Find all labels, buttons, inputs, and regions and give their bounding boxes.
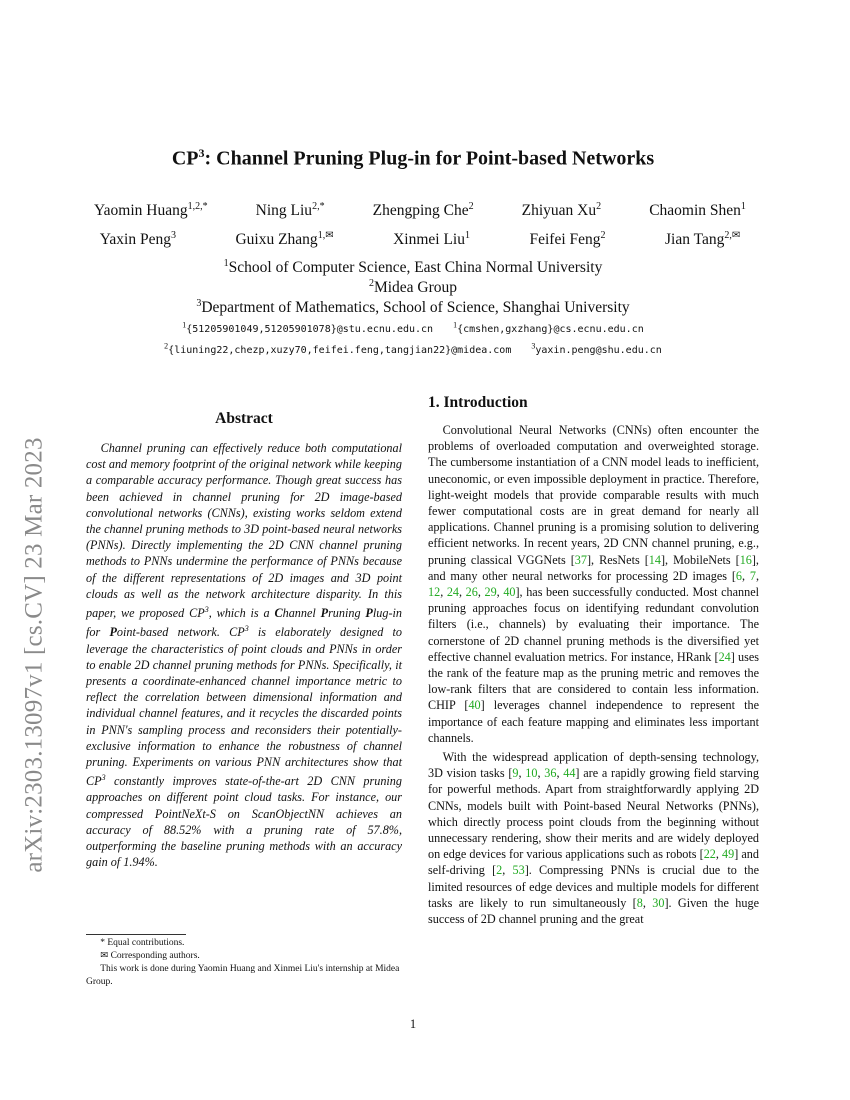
affiliation: $^3$Department of Mathematics, School of Science, Shanghai University <box>196 298 630 317</box>
citation-link[interactable]: 40 <box>468 698 481 713</box>
email: $^2${liuning22,chezp,xuzy70,feifei.feng,tangjian22}@midea.com <box>164 342 512 357</box>
authors-row-2 <box>70 230 770 249</box>
page-number: 1 <box>409 1017 417 1031</box>
author: Zhengping Che$^2$ <box>372 201 474 220</box>
citation-link[interactable]: 30 <box>652 895 665 910</box>
authors-row-1 <box>70 201 770 220</box>
citation-link[interactable]: 14 <box>648 552 661 567</box>
citation-link[interactable]: 40 <box>503 585 516 600</box>
citation-link[interactable]: 29 <box>484 585 497 600</box>
abstract-text: Channel pruning can effectively reduce both computational cost and memory footprint of the original network while keeping a comparable accuracy performance. Though great success has been achieved in channel pruning for 2D image-based convolutional networks (CNNs), existing works seldom extend the channel pruning methods to 3D point-based neural networks (PNNs). Directly implementing the 2D CNN channel pruning methods to PNNs undermine the performance of PNNs because of the different representations of 2D images and 3D point clouds as well as the network architecture disparity. In this paper, we proposed $CP^3$, which is a Channel Pruning Plug-in for Point-based network. $CP^3$ is elaborately designed to leverage the characteristics of point clouds and PNNs in order to enable 2D channel pruning methods for PNNs. Specifically, it presents a coordinate-enhanced channel importance metric to reflect the correlation between dimensional information and individual channel features, and it recycles the discarded points in PNN's sampling process and reconsiders their potentially-exclusive information to enhance the robustness of channel pruning. Experiments on various PNN architectures show that $CP^3$ constantly improves state-of-the-art 2D CNN pruning approaches on different point cloud tasks. For instance, our compressed PointNeXt-S on ScanObjectNN achieves an accuracy of 88.52% with a pruning rate of 57.8%, outperforming the baseline pruning methods with an accuracy gain of 1.94%. <box>86 441 402 870</box>
citation-link[interactable]: 7 <box>749 568 756 583</box>
citation-link[interactable]: 49 <box>722 847 735 862</box>
email: $^3$yaxin.peng@shu.edu.cn <box>531 342 662 357</box>
email: $^1${cmshen,gxzhang}@cs.ecnu.edu.cn <box>453 321 644 336</box>
author: Ning Liu$^{2,*}$ <box>255 201 325 220</box>
citation-link[interactable]: 24 <box>446 585 460 600</box>
author: Feifei Feng$^2$ <box>529 230 606 249</box>
paper-title: $CP^3$: Channel Pruning Plug-in for Point-based Networks <box>171 146 655 170</box>
introduction-heading: 1. Introduction <box>428 394 528 411</box>
affiliation: $^1$School of Computer Science, East China Normal University <box>223 258 603 277</box>
footnote: ✉ Corresponding authors. <box>100 951 200 961</box>
author: Jian Tang$^{2,✉}$ <box>665 230 741 249</box>
citation-link[interactable]: 53 <box>512 863 525 878</box>
email: $^1${51205901049,51205901078}@stu.ecnu.edu.cn <box>182 321 434 336</box>
citation-link[interactable]: 16 <box>739 552 752 567</box>
citation-link[interactable]: 44 <box>563 766 576 781</box>
citation-link[interactable]: 8 <box>636 895 643 910</box>
author: Zhiyuan Xu$^2$ <box>521 201 602 220</box>
citation-link[interactable]: 9 <box>512 766 519 781</box>
author: Guixu Zhang$^{1,✉}$ <box>235 230 334 249</box>
footnote-divider <box>86 934 186 935</box>
introduction-paragraph-1: Convolutional Neural Networks (CNNs) often encounter the problems of overloaded computation and overweighted storage. The cumbersome instantiation of a CNN model leads to inefficient, uneconomic, or even impossible deployment in practice. Therefore, light-weight models that provide comparable results with much fewer computational costs are in great demand for nearly all applications. Channel pruning is a promising solution to delivering efficient networks. In recent years, 2D CNN channel pruning, e.g., pruning classical VGGNets [37], ResNets [14], MobileNets [16], and many other neural networks for processing 2D images [6, 7, 12, 24, 26, 29, 40], has been successfully conducted. Most channel pruning approaches focus on identifying redundant convolution filters (i.e., channels) by evaluating their importance. The cornerstone of 2D channel pruning methods is the diversified yet effective channel evaluation metrics. For instance, HRank [24] uses the rank of the feature map as the pruning metric and removes the low-rank filters that are considered to contain less information. CHIP [40] leverages channel independence to represent the importance of each feature mapping and eliminates less important channels. <box>428 423 760 745</box>
author: Chaomin Shen$^1$ <box>649 201 746 220</box>
author: Yaomin Huang$^{1,2,*}$ <box>94 201 208 220</box>
introduction-paragraph-2: With the widespread application of depth-sensing technology, 3D vision tasks [9, 10, 36, 44] are a rapidly growing field starving for powerful methods. Apart from straightforwardly applying 2D CNNs, models built with Point-based Neural Networks (PNNs), which directly process point clouds from the beginning without unnecessary rendering, show their merits and are widely deployed on edge devices for various applications such as robots [22, 49] and self-driving [2, 53]. Compressing PNNs is crucial due to the limited resources of edge devices and multiple models for different tasks are likely to run simultaneously [8, 30]. Given the huge success of 2D channel pruning and the great <box>428 750 759 927</box>
citation-link[interactable]: 24 <box>718 649 731 664</box>
footnote: This work is done during Yaomin Huang and Xinmei Liu's internship at Midea Group. <box>86 964 400 987</box>
affiliation: $^2$Midea Group <box>368 278 458 297</box>
author: Yaxin Peng$^3$ <box>99 230 176 249</box>
footnotes <box>86 937 402 989</box>
abstract-heading: Abstract <box>215 410 273 427</box>
citation-link[interactable]: 6 <box>735 568 743 583</box>
citation-link[interactable]: 2 <box>496 863 503 878</box>
right-column <box>428 394 759 930</box>
citation-link[interactable]: 22 <box>703 847 716 862</box>
email-line <box>0 321 826 335</box>
arxiv-stamp <box>10 290 60 1020</box>
author: Xinmei Liu$^1$ <box>393 230 470 249</box>
citation-link[interactable]: 10 <box>525 766 538 781</box>
email-line <box>0 342 826 356</box>
arxiv-identifier: arXiv:2303.13097v1 [cs.CV] 23 Mar 2023 <box>21 437 49 873</box>
citation-link[interactable]: 12 <box>428 585 441 600</box>
citation-link[interactable]: 36 <box>544 766 557 781</box>
footnote: * Equal contributions. <box>100 938 185 948</box>
left-column <box>86 410 402 870</box>
citation-link[interactable]: 37 <box>574 552 587 567</box>
citation-link[interactable]: 26 <box>465 585 478 600</box>
